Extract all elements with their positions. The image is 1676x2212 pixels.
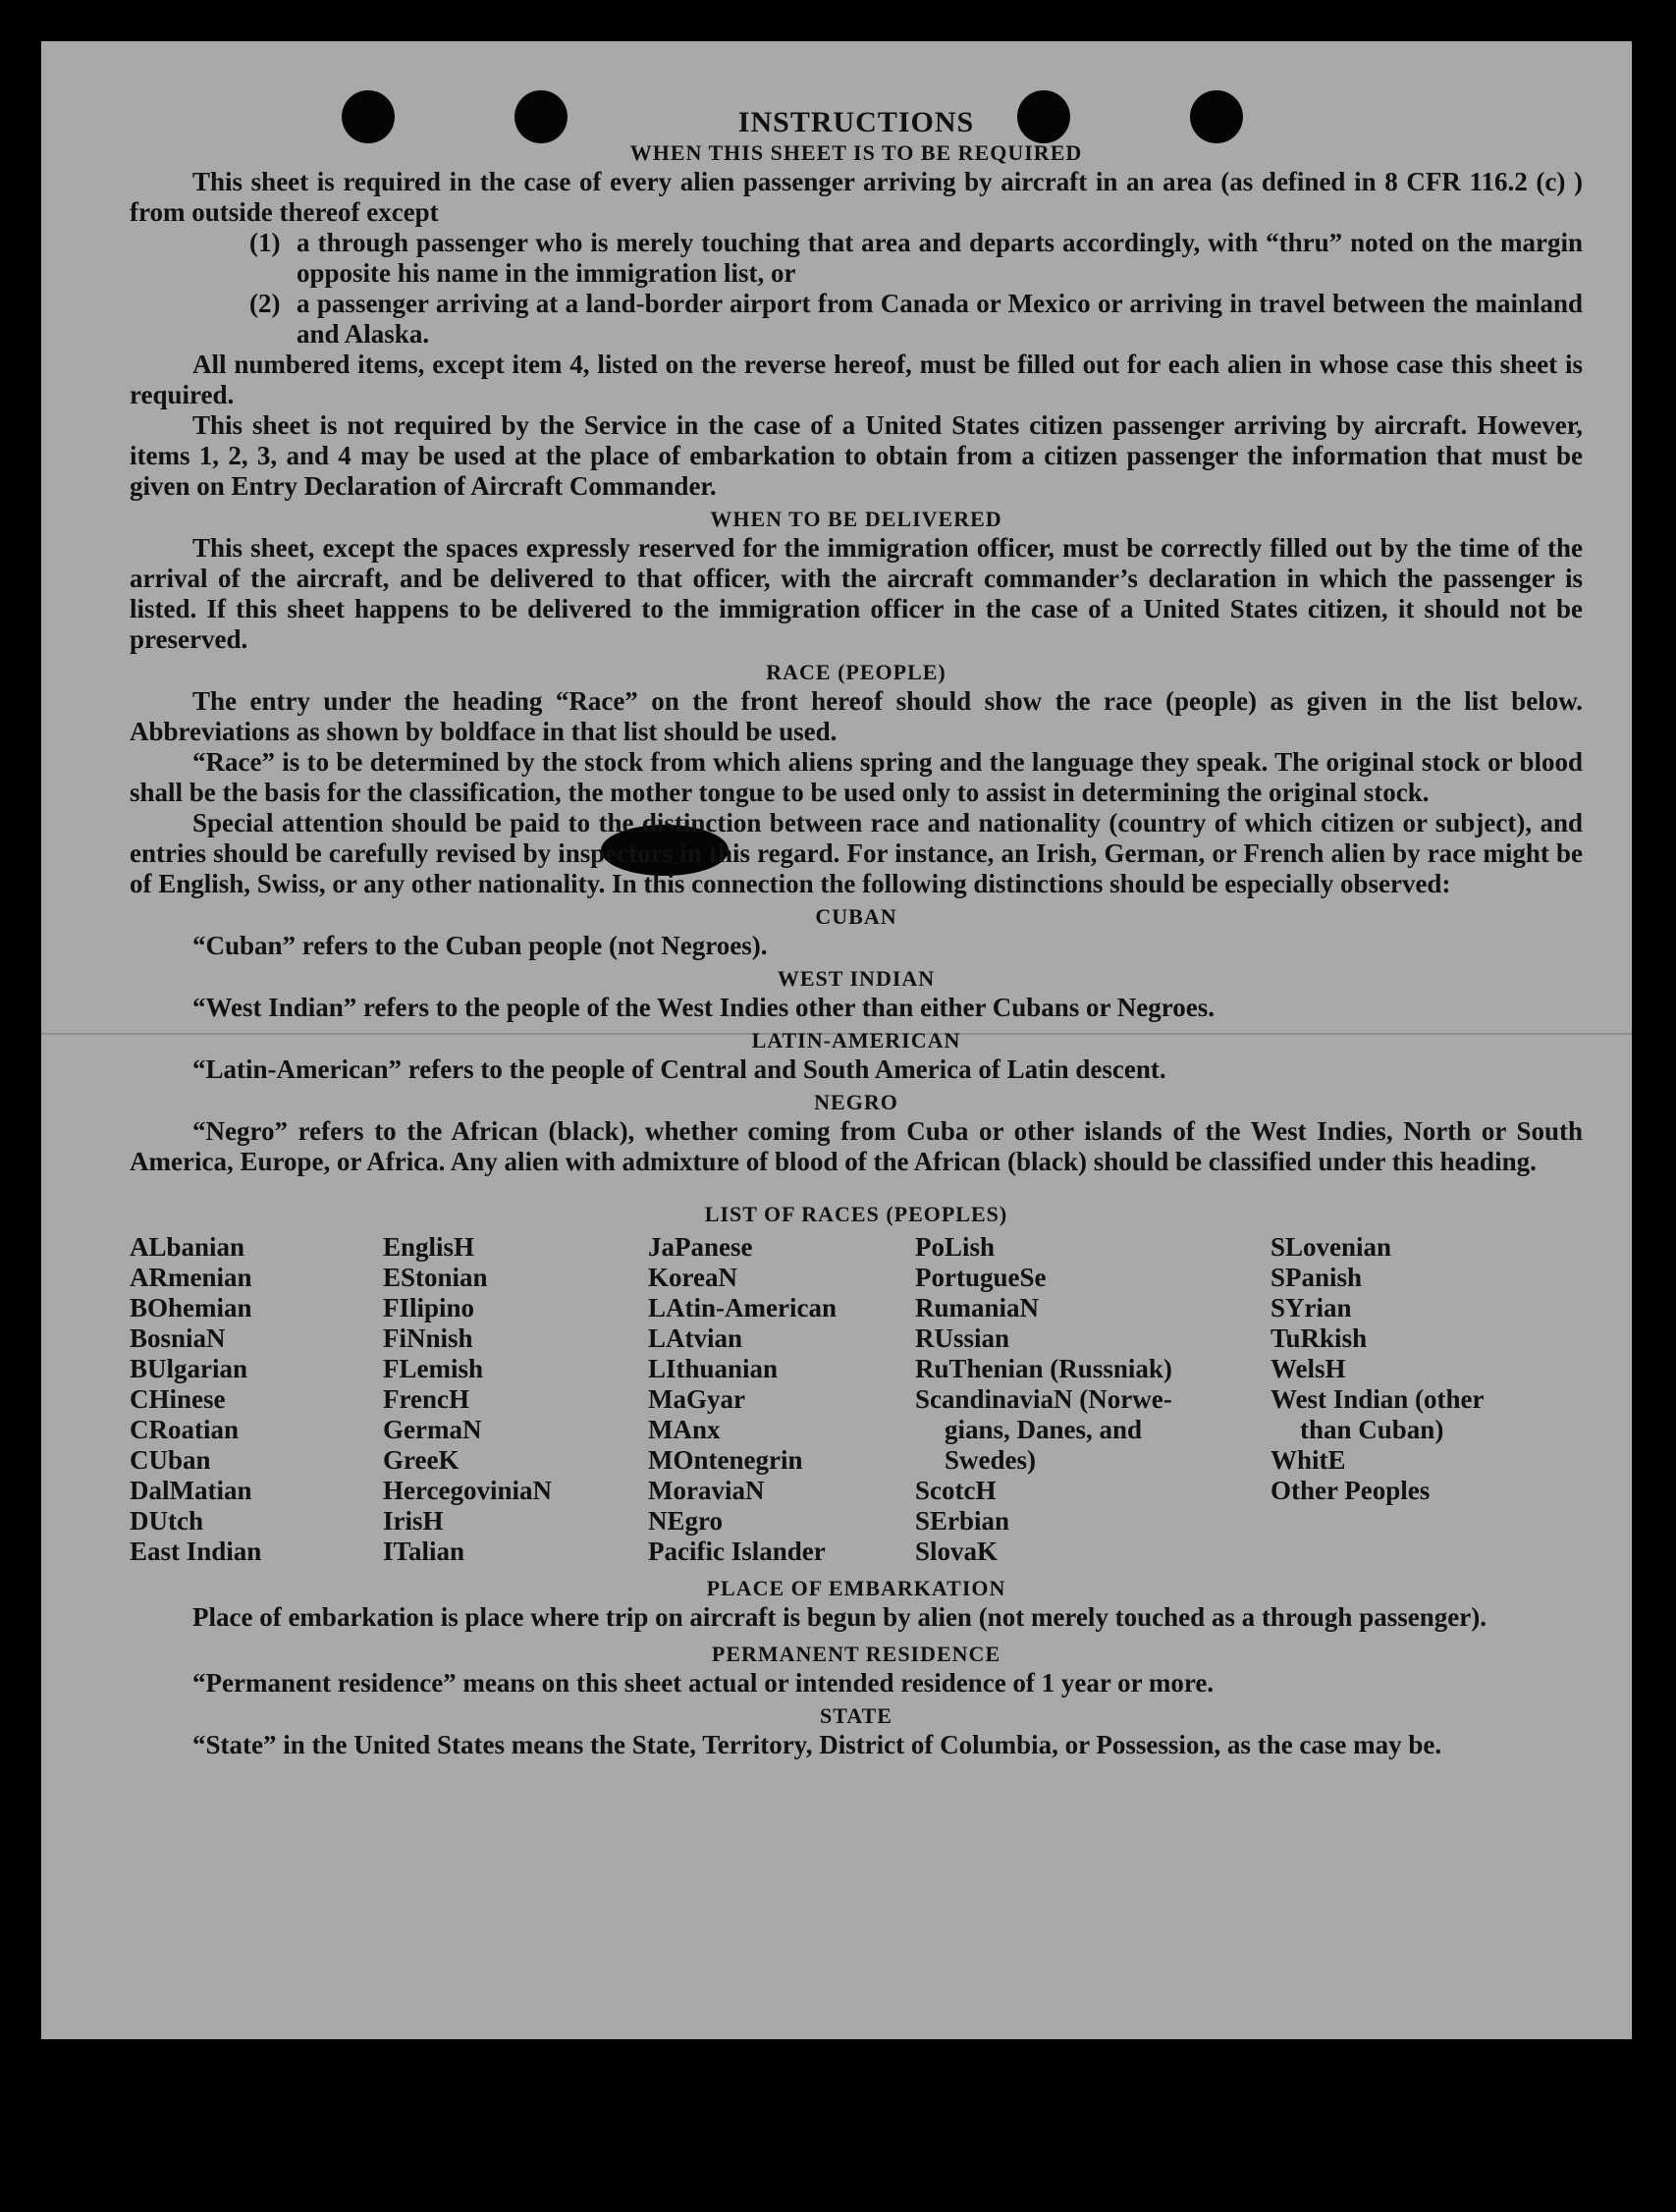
- race-entry: GreeK: [383, 1445, 460, 1475]
- race-entry: EStonian: [383, 1263, 488, 1292]
- paragraph: “Race” is to be determined by the stock from which aliens spring and the language they speak. The original stock or blood shall be the basis for the classification, the mother tongue to be used only to assist in determining the original stock.: [130, 747, 1583, 807]
- race-entry: ScandinaviaN (Norwe-: [915, 1384, 1172, 1414]
- race-entry: gians, Danes, and: [945, 1415, 1143, 1444]
- paragraph: “Cuban” refers to the Cuban people (not Negroes).: [192, 931, 768, 960]
- race-entry: ARmenian: [130, 1263, 252, 1292]
- race-entry: DalMatian: [130, 1476, 252, 1505]
- section-heading: PLACE OF EMBARKATION: [706, 1576, 1006, 1600]
- race-entry: West Indian (other: [1271, 1384, 1485, 1414]
- race-entry: WhitE: [1271, 1445, 1346, 1475]
- item-number: (1): [249, 228, 281, 257]
- races-column: [383, 1232, 648, 1567]
- race-entry: FrencH: [383, 1384, 469, 1414]
- race-entry: RUssian: [915, 1323, 1010, 1353]
- race-entry: TuRkish: [1271, 1323, 1368, 1353]
- race-entry: BosniaN: [130, 1323, 226, 1353]
- section-heading: WHEN TO BE DELIVERED: [710, 507, 1002, 531]
- race-entry: IrisH: [383, 1506, 444, 1536]
- race-entry: CUban: [130, 1445, 211, 1475]
- paragraph: The entry under the heading “Race” on the front hereof should show the race (people) as given in the list below. Abbreviations as shown by boldface in that list should be used.: [130, 686, 1583, 746]
- paragraph: “West Indian” refers to the people of the West Indies other than either Cubans or Negroes.: [192, 993, 1216, 1022]
- paragraph: This sheet, except the spaces expressly reserved for the immigration officer, must be correctly filled out by the time of the arrival of the aircraft, and be delivered to that officer, with the aircraft commander’s declaration in which the passenger is listed. If this sheet happens to be delivered to the immigration officer in the case of a United States citizen, it should not be preserved.: [130, 533, 1583, 654]
- paragraph: “Permanent residence” means on this sheet actual or intended residence of 1 year or more.: [192, 1668, 1215, 1698]
- race-entry: SlovaK: [915, 1537, 999, 1566]
- race-entry: Other Peoples: [1271, 1476, 1431, 1505]
- section-heading: WHEN THIS SHEET IS TO BE REQUIRED: [629, 140, 1083, 165]
- section-heading: PERMANENT RESIDENCE: [711, 1642, 1001, 1666]
- race-entry: BOhemian: [130, 1293, 252, 1322]
- races-column: [915, 1232, 1271, 1567]
- races-column: [648, 1232, 915, 1567]
- paragraph: This sheet is required in the case of every alien passenger arriving by aircraft in an area (as defined in 8 CFR 116.2 (c) ) from outside thereof except: [130, 167, 1583, 227]
- section-heading: CUBAN: [815, 904, 897, 929]
- section-heading: LIST OF RACES (PEOPLES): [704, 1202, 1008, 1226]
- race-entry: SYrian: [1271, 1293, 1352, 1322]
- item-number: (2): [249, 289, 281, 318]
- section-heading: LATIN-AMERICAN: [751, 1028, 961, 1052]
- race-entry: MaGyar: [648, 1384, 745, 1414]
- race-entry: WelsH: [1271, 1354, 1346, 1383]
- race-entry: than Cuban): [1300, 1415, 1444, 1444]
- races-column: [130, 1232, 383, 1567]
- race-entry: SPanish: [1271, 1263, 1363, 1292]
- race-entry: LAtin-American: [648, 1293, 837, 1322]
- race-entry: PortugueSe: [915, 1263, 1047, 1292]
- race-entry: SLovenian: [1271, 1232, 1392, 1262]
- race-entry: PoLish: [915, 1232, 996, 1262]
- paragraph: This sheet is not required by the Service in the case of a United States citizen passenger arriving by aircraft. However, items 1, 2, 3, and 4 may be used at the place of embarkation to obtain from a citizen passenger the information that must be given on Entry Declaration of Aircraft Commander.: [130, 410, 1583, 501]
- race-entry: RumaniaN: [915, 1293, 1040, 1322]
- race-entry: MOntenegrin: [648, 1445, 803, 1475]
- races-list: [130, 1232, 1583, 1567]
- document-page: [41, 41, 1632, 2039]
- paragraph: “Latin-American” refers to the people of Central and South America of Latin descent.: [192, 1054, 1166, 1084]
- section-heading: WEST INDIAN: [777, 966, 936, 991]
- page-title: INSTRUCTIONS: [737, 106, 975, 138]
- race-entry: DUtch: [130, 1506, 203, 1536]
- race-entry: MoraviaN: [648, 1476, 765, 1505]
- item-text: a through passenger who is merely touching that area and departs accordingly, with “thru” noted on the margin opposite his name in the immigration list, or: [297, 228, 1583, 288]
- instructions-content: [130, 106, 1583, 1760]
- list-item: [130, 228, 1583, 289]
- race-entry: JaPanese: [648, 1232, 753, 1262]
- race-entry: MAnx: [648, 1415, 721, 1444]
- race-entry: CRoatian: [130, 1415, 240, 1444]
- paragraph: Special attention should be paid to the distinction between race and nationality (country of which citizen or subject), and entries should be carefully revised by inspectors in this regard. For instance, an Irish, German, or French alien by race might be of English, Swiss, or any other nationality. In this connection the following distinctions should be especially observed:: [130, 808, 1583, 898]
- race-entry: NEgro: [648, 1506, 724, 1536]
- item-text: a passenger arriving at a land-border airport from Canada or Mexico or arriving in travel between the mainland and Alaska.: [297, 289, 1583, 349]
- race-entry: HercegoviniaN: [383, 1476, 552, 1505]
- section-heading: NEGRO: [814, 1090, 898, 1114]
- race-entry: BUlgarian: [130, 1354, 248, 1383]
- race-entry: EnglisH: [383, 1232, 475, 1262]
- race-entry: RuThenian (Russniak): [915, 1354, 1172, 1383]
- paragraph: Place of embarkation is place where trip on aircraft is begun by alien (not merely touched as a through passenger).: [192, 1602, 1487, 1632]
- list-item: [130, 289, 1583, 350]
- race-entry: FLemish: [383, 1354, 484, 1383]
- race-entry: Swedes): [945, 1445, 1036, 1475]
- race-entry: FiNnish: [383, 1323, 473, 1353]
- race-entry: GermaN: [383, 1415, 482, 1444]
- paragraph: All numbered items, except item 4, listed on the reverse hereof, must be filled out for each alien in whose case this sheet is required.: [130, 350, 1583, 409]
- race-entry: East Indian: [130, 1537, 262, 1566]
- race-entry: FIlipino: [383, 1293, 475, 1322]
- section-heading: STATE: [820, 1703, 892, 1728]
- paragraph: “State” in the United States means the State, Territory, District of Columbia, or Possession, as the case may be.: [192, 1730, 1442, 1759]
- races-column: [1271, 1232, 1565, 1567]
- race-entry: LIthuanian: [648, 1354, 779, 1383]
- section-heading: RACE (PEOPLE): [766, 660, 946, 684]
- race-entry: ALbanian: [130, 1232, 245, 1262]
- race-entry: SErbian: [915, 1506, 1010, 1536]
- race-entry: Pacific Islander: [648, 1537, 826, 1566]
- race-entry: CHinese: [130, 1384, 226, 1414]
- race-entry: KoreaN: [648, 1263, 737, 1292]
- paragraph: “Negro” refers to the African (black), whether coming from Cuba or other islands of the West Indies, North or South America, Europe, or Africa. Any alien with admixture of blood of the African (black) should be classified under this heading.: [130, 1116, 1583, 1176]
- race-entry: LAtvian: [648, 1323, 743, 1353]
- race-entry: ITalian: [383, 1537, 465, 1566]
- race-entry: ScotcH: [915, 1476, 997, 1505]
